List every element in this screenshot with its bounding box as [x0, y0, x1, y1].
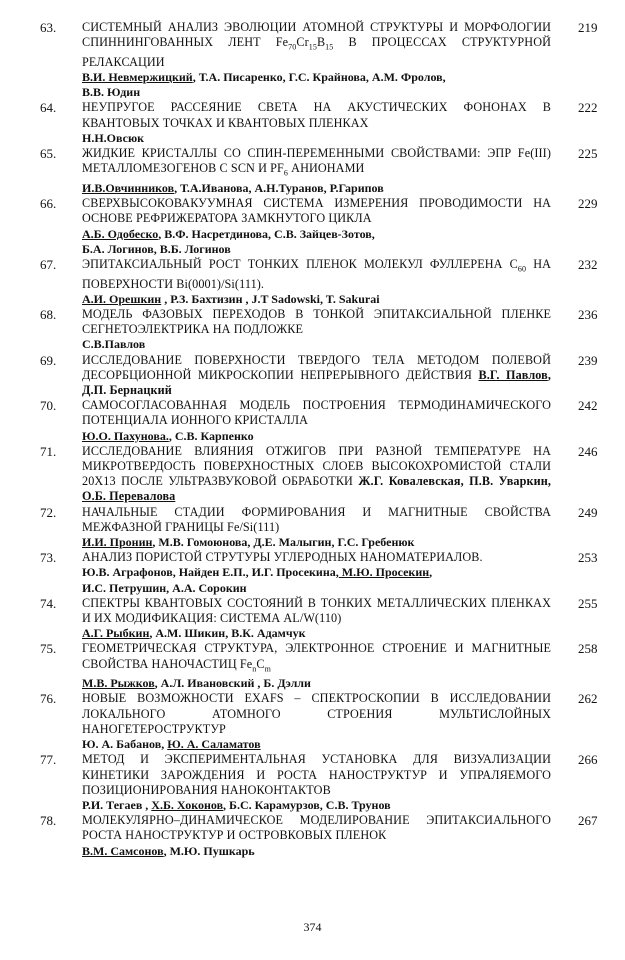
- entry-title: [82, 307, 551, 337]
- entry-title: [82, 752, 551, 798]
- author-name: И.И. Пронин: [82, 535, 153, 550]
- entry-number: 63.: [40, 20, 57, 35]
- author-name: М.Ю. Просекин: [338, 565, 430, 580]
- author-name: Н.Н.Овсюк: [82, 130, 145, 145]
- entry-title: [82, 813, 551, 843]
- entry-authors: [82, 85, 551, 100]
- entry-number: 68.: [40, 306, 57, 322]
- entry-title-text: ИССЛЕДОВАНИЕ ВЛИЯНИЯ ОТЖИГОВ ПРИ РАЗНОЙ ТЕМПЕРАТУРЕ НА МИКРОТВЕРДОСТЬ ПОВЕРХНОСТНЫХ СЛОЕВ ВЫСОКОХРОМИСТОЙ СТАЛИ 20Х13 ПОСЛЕ УЛЬТРАЗВУКОВОЙ ОБРАБОТКИ: [82, 443, 551, 489]
- author-name: Х.Б. Хоконов: [151, 797, 224, 812]
- entry-number: 69.: [40, 352, 57, 368]
- author-name: Ю.В. Аграфонов, Найден Е.П., И.Г. Просекина,: [82, 565, 339, 580]
- entry-title: [82, 257, 551, 292]
- toc-entry: [0, 353, 625, 399]
- author-name: И.В.Овчинников: [82, 180, 175, 195]
- entry-page: 219: [578, 20, 598, 35]
- entry-page: 258: [578, 641, 598, 657]
- entry-authors: [82, 337, 551, 352]
- entry-title: [82, 550, 551, 565]
- entry-page: 262: [578, 691, 598, 707]
- entry-page: 267: [578, 813, 598, 829]
- entry-number: 67.: [40, 256, 57, 272]
- author-name: Ж.Г. Ковалевская, П.В. Уваркин,: [358, 474, 551, 489]
- author-name: , Б.С. Карамурзов, С.В. Трунов: [223, 797, 391, 812]
- entry-title-text: ЖИДКИЕ КРИСТАЛЛЫ СО СПИН-ПЕРЕМЕННЫМИ СВОЙСТВАМИ: ЭПР Fe(III) МЕТАЛЛОМЕЗОГЕНОВ С SCN И $PF_6$ АНИОНАМИ: [82, 146, 551, 178]
- entry-authors: [82, 676, 551, 691]
- entry-number: 73.: [40, 550, 57, 566]
- entry-number: 65.: [40, 146, 57, 162]
- author-name: В.Г. Павлов: [478, 367, 548, 382]
- entry-page: 229: [578, 196, 598, 212]
- entry-authors: [82, 227, 551, 242]
- toc-entry: [0, 596, 625, 642]
- table-of-contents: [0, 20, 625, 859]
- entry-authors: [82, 181, 551, 196]
- author-name: , Д.П. Бернацкий: [82, 367, 551, 397]
- entry-title-text: СВЕРХВЫСОКОВАКУУМНАЯ СИСТЕМА ИЗМЕРЕНИЯ ПРОВОДИМОСТИ НА ОСНОВЕ РЕФРИЖЕРАТОРА ЗАМКНУТОГО ЦИКЛА: [82, 196, 551, 226]
- author-name: Р.И. Тегаев ,: [82, 797, 152, 812]
- toc-entry: [0, 196, 625, 257]
- entry-title: [82, 641, 551, 676]
- author-name: ,: [429, 565, 433, 580]
- author-name: , Т.А.Иванова, А.Н.Туранов, Р.Гарипов: [174, 180, 384, 195]
- entry-authors: [82, 429, 551, 444]
- entry-page: 246: [578, 443, 598, 459]
- toc-entry: [0, 505, 625, 551]
- author-name: , Т.А. Писаренко, Г.С. Крайнова, А.М. Фролов,: [192, 70, 446, 85]
- entry-title: [82, 100, 551, 130]
- toc-entry: [0, 146, 625, 196]
- entry-authors: [82, 131, 551, 146]
- toc-entry: [0, 752, 625, 813]
- author-name: Ю. А. Бабанов,: [82, 737, 168, 752]
- entry-title-text: ИССЛЕДОВАНИЕ ПОВЕРХНОСТИ ТВЕРДОГО ТЕЛА МЕТОДОМ ПОЛЕВОЙ ДЕСОРБЦИОННОЙ МИКРОСКОПИИ НЕПРЕРЫВНОГО ДЕЙСТВИЯ: [82, 352, 551, 382]
- author-name: , С.В. Карпенко: [168, 428, 254, 443]
- author-name: , Р.З. Бахтизин , J.T Sadowski, T. Sakurai: [161, 291, 380, 306]
- entry-page: 242: [578, 398, 598, 414]
- entry-title-text: ГЕОМЕТРИЧЕСКАЯ СТРУКТУРА, ЭЛЕКТРОННОЕ СТРОЕНИЕ И МАГНИТНЫЕ СВОЙСТВА НАНОЧАСТИЦ $Fe_nC_m$: [82, 641, 551, 674]
- author-name: А.Г. Рыбкин: [82, 626, 150, 641]
- entry-authors: [82, 581, 551, 596]
- toc-entry: [0, 20, 625, 100]
- entry-number: 74.: [40, 595, 57, 611]
- entry-authors: [82, 70, 551, 85]
- author-name: А.Б. Одобеско: [82, 226, 159, 241]
- author-name: В.М. Самсонов: [82, 843, 164, 858]
- entry-page: 236: [578, 306, 598, 322]
- entry-page: 253: [578, 550, 598, 566]
- toc-entry: [0, 307, 625, 353]
- entry-number: 70.: [40, 398, 57, 414]
- entry-number: 77.: [40, 752, 57, 768]
- toc-entry: [0, 550, 625, 596]
- entry-title: [82, 146, 551, 181]
- entry-page: 225: [578, 146, 598, 162]
- entry-authors: [82, 844, 551, 859]
- entry-title: [82, 505, 551, 535]
- entry-number: 72.: [40, 504, 57, 520]
- toc-entry: [0, 444, 625, 505]
- author-name: , М.В. Гомоюнова, Д.Е. Малыгин, Г.С. Гребенюк: [152, 535, 415, 550]
- entry-title: [82, 353, 551, 399]
- author-name: Б.А. Логинов, В.Б. Логинов: [82, 241, 231, 256]
- entry-number: 78.: [40, 813, 57, 829]
- author-name: В.В. Юдин: [82, 85, 141, 100]
- entry-title-text: МОЛЕКУЛЯРНО–ДИНАМИЧЕСКОЕ МОДЕЛИРОВАНИЕ ЭПИТАКСИАЛЬНОГО РОСТА НАНОСТРУКТУР И ОСТРОВКОВЫХ ПЛЕНОК: [82, 813, 551, 843]
- entry-title-text: АНАЛИЗ ПОРИСТОЙ СТРУТУРЫ УГЛЕРОДНЫХ НАНОМАТЕРИАЛОВ.: [82, 550, 483, 565]
- entry-authors: [82, 565, 551, 580]
- author-name: О.Б. Перевалова: [82, 489, 176, 504]
- author-name: М.В. Рыжков: [82, 676, 155, 691]
- author-name: В.И. Невмержицкий: [82, 70, 193, 85]
- entry-title-text: СПЕКТРЫ КВАНТОВЫХ СОСТОЯНИЙ В ТОНКИХ МЕТАЛЛИЧЕСКИХ ПЛЕНКАХ И ИХ МОДИФИКАЦИЯ: СИСТЕМА AL/W(110): [82, 595, 551, 626]
- entry-title-text: СИСТЕМНЫЙ АНАЛИЗ ЭВОЛЮЦИИ АТОМНОЙ СТРУКТУРЫ И МОРФОЛОГИИ СПИННИНГОВАННЫХ ЛЕНТ $Fe_{70}Cr_{15}B_{15}$ В ПРОЦЕССАХ СТРУКТУРНОЙ РЕЛАКСАЦИИ: [82, 20, 552, 69]
- entry-page: 255: [578, 595, 598, 611]
- entry-page: 222: [578, 100, 598, 116]
- entry-title: [82, 20, 551, 70]
- author-name: И.С. Петрушин, А.А. Сорокин: [82, 580, 247, 595]
- author-name: А.И. Орешкин: [82, 291, 162, 306]
- toc-entry: [0, 257, 625, 307]
- entry-title: [82, 596, 551, 626]
- author-name: , В.Ф. Насретдинова, С.В. Зайцев-Зотов,: [158, 226, 375, 241]
- author-name: С.В.Павлов: [82, 337, 146, 352]
- toc-entry: [0, 813, 625, 859]
- entry-title-text: САМОСОГЛАСОВАННАЯ МОДЕЛЬ ПОСТРОЕНИЯ ТЕРМОДИНАМИЧЕСКОГО ПОТЕНЦИАЛА ИОННОГО КРИСТАЛЛА: [82, 398, 551, 428]
- entry-number: 75.: [40, 641, 57, 657]
- entry-title: [82, 398, 551, 428]
- author-name: Ю. А. Саламатов: [167, 737, 261, 752]
- toc-entry: [0, 641, 625, 691]
- entry-authors: [82, 535, 551, 550]
- entry-authors: [82, 242, 551, 257]
- entry-title: [82, 196, 551, 226]
- entry-title-text: НЕУПРУГОЕ РАССЕЯНИЕ СВЕТА НА АКУСТИЧЕСКИХ ФОНОНАХ В КВАНТОВЫХ ТОЧКАХ И КВАНТОВЫХ ПЛЕНКАХ: [82, 100, 551, 130]
- entry-page: 249: [578, 504, 598, 520]
- entry-page: 232: [578, 256, 598, 272]
- author-name: , А.М. Шикин, В.К. Адамчук: [149, 626, 306, 641]
- toc-entry: [0, 691, 625, 752]
- entry-number: 71.: [40, 443, 57, 459]
- entry-title: [82, 691, 551, 737]
- author-name: , А.Л. Ивановский , Б. Дэлли: [154, 676, 311, 691]
- entry-authors: [82, 737, 551, 752]
- entry-number: 64.: [40, 100, 57, 116]
- entry-page: 266: [578, 752, 598, 768]
- entry-title-text: ЭПИТАКСИАЛЬНЫЙ РОСТ ТОНКИХ ПЛЕНОК МОЛЕКУЛ ФУЛЛЕРЕНА $C_{60}$ НА ПОВЕРХНОСТИ Bi(0001)/Si(111).: [82, 256, 551, 291]
- entry-page: 239: [578, 352, 598, 368]
- entry-authors: [82, 292, 551, 307]
- page-number: 374: [303, 920, 322, 934]
- toc-entry: [0, 100, 625, 146]
- entry-authors: [82, 798, 551, 813]
- entry-title: [82, 444, 551, 505]
- author-name: , М.Ю. Пушкарь: [163, 843, 255, 858]
- author-name: Ю.О. Пахунова.: [82, 428, 169, 443]
- entry-number: 76.: [40, 691, 57, 707]
- entry-authors: [82, 626, 551, 641]
- toc-entry: [0, 398, 625, 444]
- entry-title-text: НАЧАЛЬНЫЕ СТАДИИ ФОРМИРОВАНИЯ И МАГНИТНЫЕ СВОЙСТВА МЕЖФАЗНОЙ ГРАНИЦЫ Fe/Si(111): [82, 504, 551, 534]
- entry-title-text: НОВЫЕ ВОЗМОЖНОСТИ EXAFS – СПЕКТРОСКОПИИ В ИССЛЕДОВАНИИ ЛОКАЛЬНОГО АТОМНОГО СТРОЕНИЯ МУЛЬТИСЛОЙНЫХ НАНОГЕТЕРОСТРУКТУР: [82, 691, 551, 736]
- entry-title-text: МОДЕЛЬ ФАЗОВЫХ ПЕРЕХОДОВ В ТОНКОЙ ЭПИТАКСИАЛЬНОЙ ПЛЕНКЕ СЕГНЕТОЭЛЕКТРИКА НА ПОДЛОЖКЕ: [82, 306, 551, 337]
- entry-title-text: МЕТОД И ЭКСПЕРИМЕНТАЛЬНАЯ УСТАНОВКА ДЛЯ ВИЗУАЛИЗАЦИИ КИНЕТИКИ ЗАРОЖДЕНИЯ И РОСТА НАНОСТРУКТУР И УПРАЛЯЕМОГО ПОЗИЦИОНИРОВАНИЯ НАНОКОНТАКТОВ: [82, 752, 551, 797]
- entry-number: 66.: [40, 196, 57, 212]
